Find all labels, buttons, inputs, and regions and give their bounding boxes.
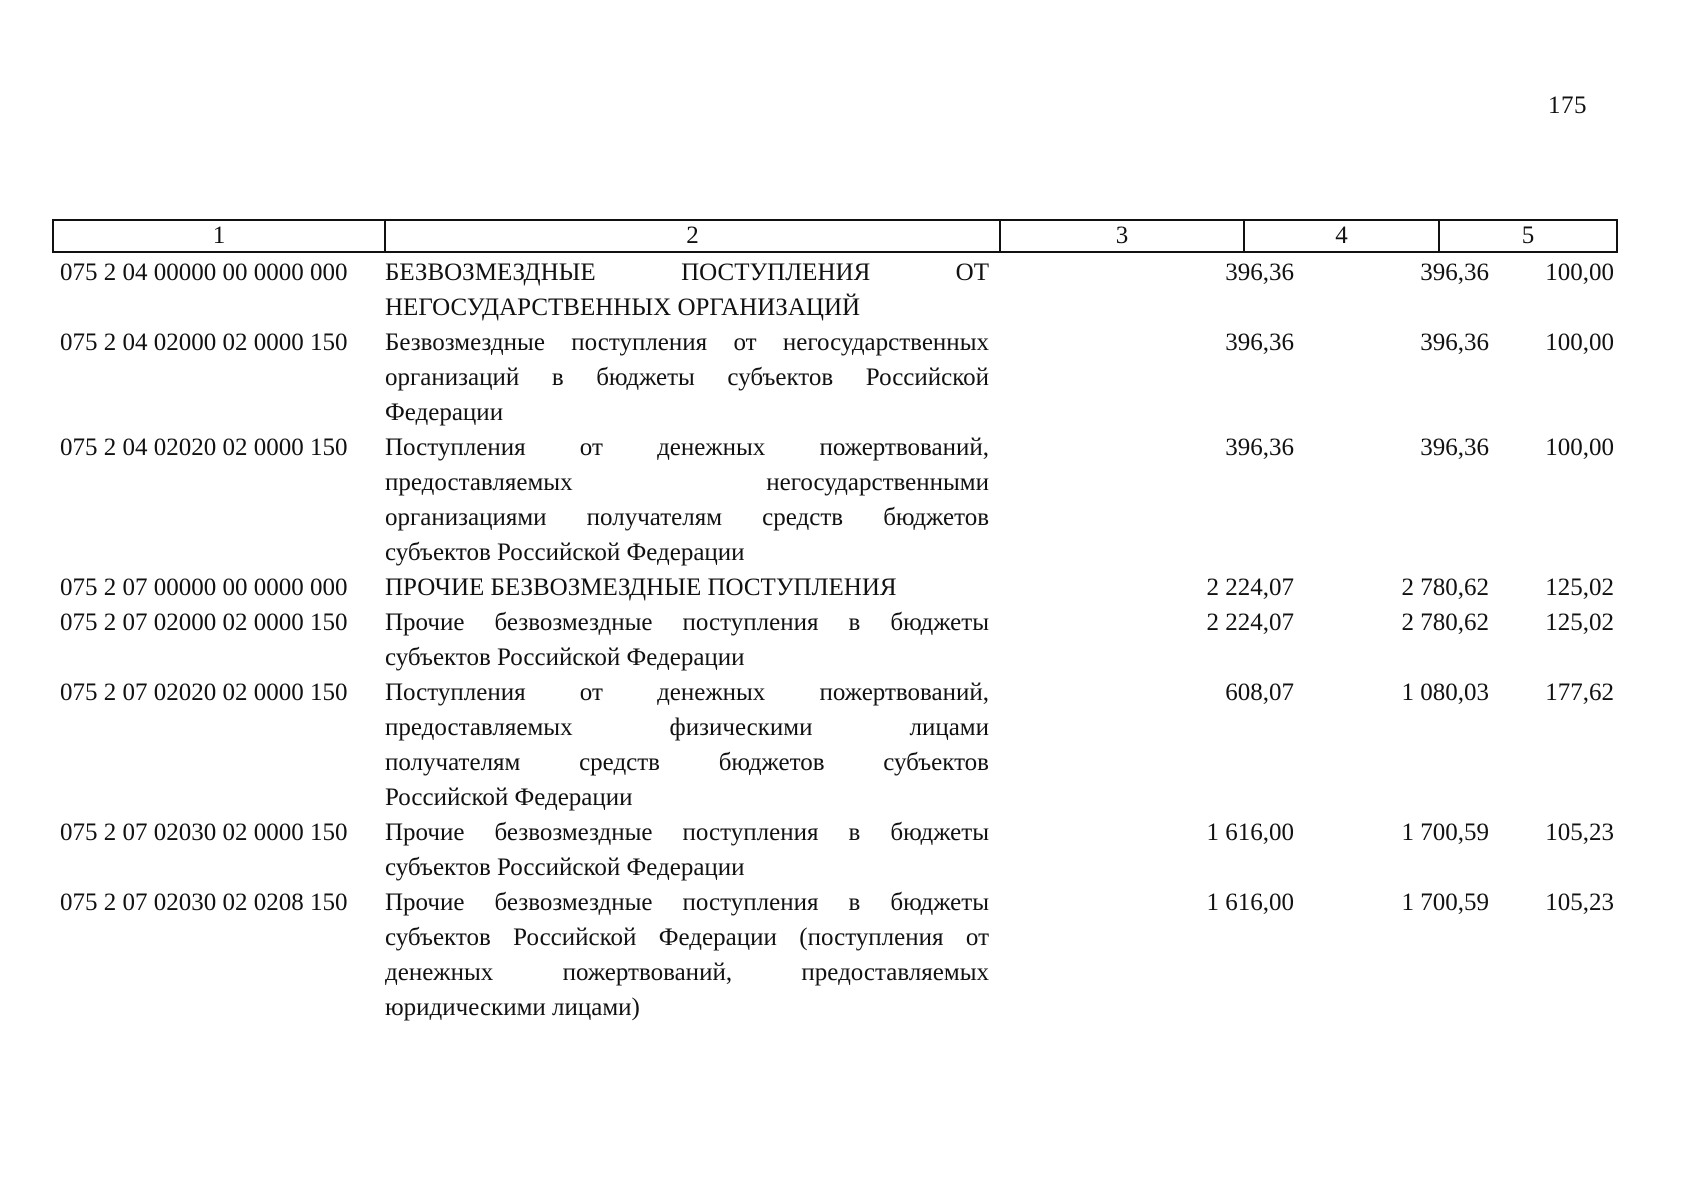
- description-line: НЕГОСУДАРСТВЕННЫХ ОРГАНИЗАЦИЙ: [385, 294, 861, 321]
- description-line: предоставляемых физическими лицами: [385, 714, 989, 741]
- row-description: [384, 430, 999, 570]
- value-col3: 396,36: [1225, 434, 1294, 461]
- description-line: Безвозмездные поступления от негосударственных: [385, 329, 989, 356]
- row-description: [384, 815, 999, 885]
- description-line: денежных пожертвований, предоставляемых: [385, 959, 989, 986]
- budget-code: 075 2 04 00000 00 0000 000: [60, 259, 348, 286]
- budget-code: 075 2 04 02000 02 0000 150: [60, 329, 348, 356]
- column-header-2: 2: [385, 220, 1000, 252]
- value-col3: 396,36: [1225, 259, 1294, 286]
- value-col3: 1 616,00: [1206, 889, 1294, 916]
- budget-code: 075 2 07 02030 02 0000 150: [60, 819, 348, 846]
- table-row: [52, 675, 1616, 815]
- value-col4: 396,36: [1420, 434, 1489, 461]
- value-col3: 2 224,07: [1206, 574, 1294, 601]
- row-description: [384, 255, 999, 325]
- description-line: Федерации: [385, 399, 504, 426]
- value-col3: 608,07: [1225, 679, 1294, 706]
- value-col4: 2 780,62: [1401, 574, 1489, 601]
- table-row: [52, 255, 1616, 325]
- column-header-3: 3: [1000, 220, 1244, 252]
- budget-code: 075 2 07 02030 02 0208 150: [60, 889, 348, 916]
- value-col5: 105,23: [1545, 889, 1614, 916]
- table-row: [52, 815, 1616, 885]
- description-line: Прочие безвозмездные поступления в бюджеты: [385, 819, 989, 846]
- value-col4: 1 700,59: [1401, 819, 1489, 846]
- budget-code: 075 2 07 02000 02 0000 150: [60, 609, 348, 636]
- description-line: организациями получателям средств бюджетов: [385, 504, 989, 531]
- description-line: субъектов Российской Федерации: [385, 539, 745, 566]
- column-header-5: 5: [1439, 220, 1617, 252]
- table-row: [52, 430, 1616, 570]
- value-col5: 125,02: [1545, 574, 1614, 601]
- value-col3: 1 616,00: [1206, 819, 1294, 846]
- description-line: субъектов Российской Федерации (поступления от: [385, 924, 989, 951]
- description-line: субъектов Российской Федерации: [385, 644, 745, 671]
- description-line: Прочие безвозмездные поступления в бюджеты: [385, 889, 989, 916]
- value-col4: 1 080,03: [1401, 679, 1489, 706]
- description-line: Поступления от денежных пожертвований,: [385, 679, 989, 706]
- description-line: ПРОЧИЕ БЕЗВОЗМЕЗДНЫЕ ПОСТУПЛЕНИЯ: [385, 574, 897, 601]
- description-line: БЕЗВОЗМЕЗДНЫЕ ПОСТУПЛЕНИЯ ОТ: [385, 259, 989, 286]
- value-col4: 396,36: [1420, 259, 1489, 286]
- budget-code: 075 2 07 00000 00 0000 000: [60, 574, 348, 601]
- table-body: [52, 255, 1616, 1025]
- table-row: [52, 605, 1616, 675]
- value-col4: 396,36: [1420, 329, 1489, 356]
- value-col5: 100,00: [1545, 329, 1614, 356]
- table-row: [52, 325, 1616, 430]
- description-line: Поступления от денежных пожертвований,: [385, 434, 989, 461]
- row-description: [384, 325, 999, 430]
- description-line: получателям средств бюджетов субъектов: [385, 749, 989, 776]
- budget-code: 075 2 04 02020 02 0000 150: [60, 434, 348, 461]
- value-col5: 125,02: [1545, 609, 1614, 636]
- description-line: Российской Федерации: [385, 784, 633, 811]
- table-header: [52, 219, 1618, 253]
- budget-code: 075 2 07 02020 02 0000 150: [60, 679, 348, 706]
- value-col3: 2 224,07: [1206, 609, 1294, 636]
- row-description: [384, 675, 999, 815]
- description-line: организаций в бюджеты субъектов Российской: [385, 364, 989, 391]
- value-col5: 100,00: [1545, 434, 1614, 461]
- value-col4: 1 700,59: [1401, 889, 1489, 916]
- description-line: предоставляемых негосударственными: [385, 469, 989, 496]
- table-row: [52, 885, 1616, 1025]
- description-line: Прочие безвозмездные поступления в бюджеты: [385, 609, 989, 636]
- value-col5: 100,00: [1545, 259, 1614, 286]
- table-row: [52, 570, 1616, 605]
- column-header-4: 4: [1244, 220, 1439, 252]
- row-description: [384, 605, 999, 675]
- description-line: субъектов Российской Федерации: [385, 854, 745, 881]
- value-col4: 2 780,62: [1401, 609, 1489, 636]
- description-line: юридическими лицами): [385, 994, 640, 1021]
- value-col5: 105,23: [1545, 819, 1614, 846]
- row-description: [384, 885, 999, 1025]
- row-description: [384, 570, 999, 605]
- page-number: 175: [1548, 92, 1587, 119]
- value-col3: 396,36: [1225, 329, 1294, 356]
- column-header-1: 1: [53, 220, 385, 252]
- value-col5: 177,62: [1545, 679, 1614, 706]
